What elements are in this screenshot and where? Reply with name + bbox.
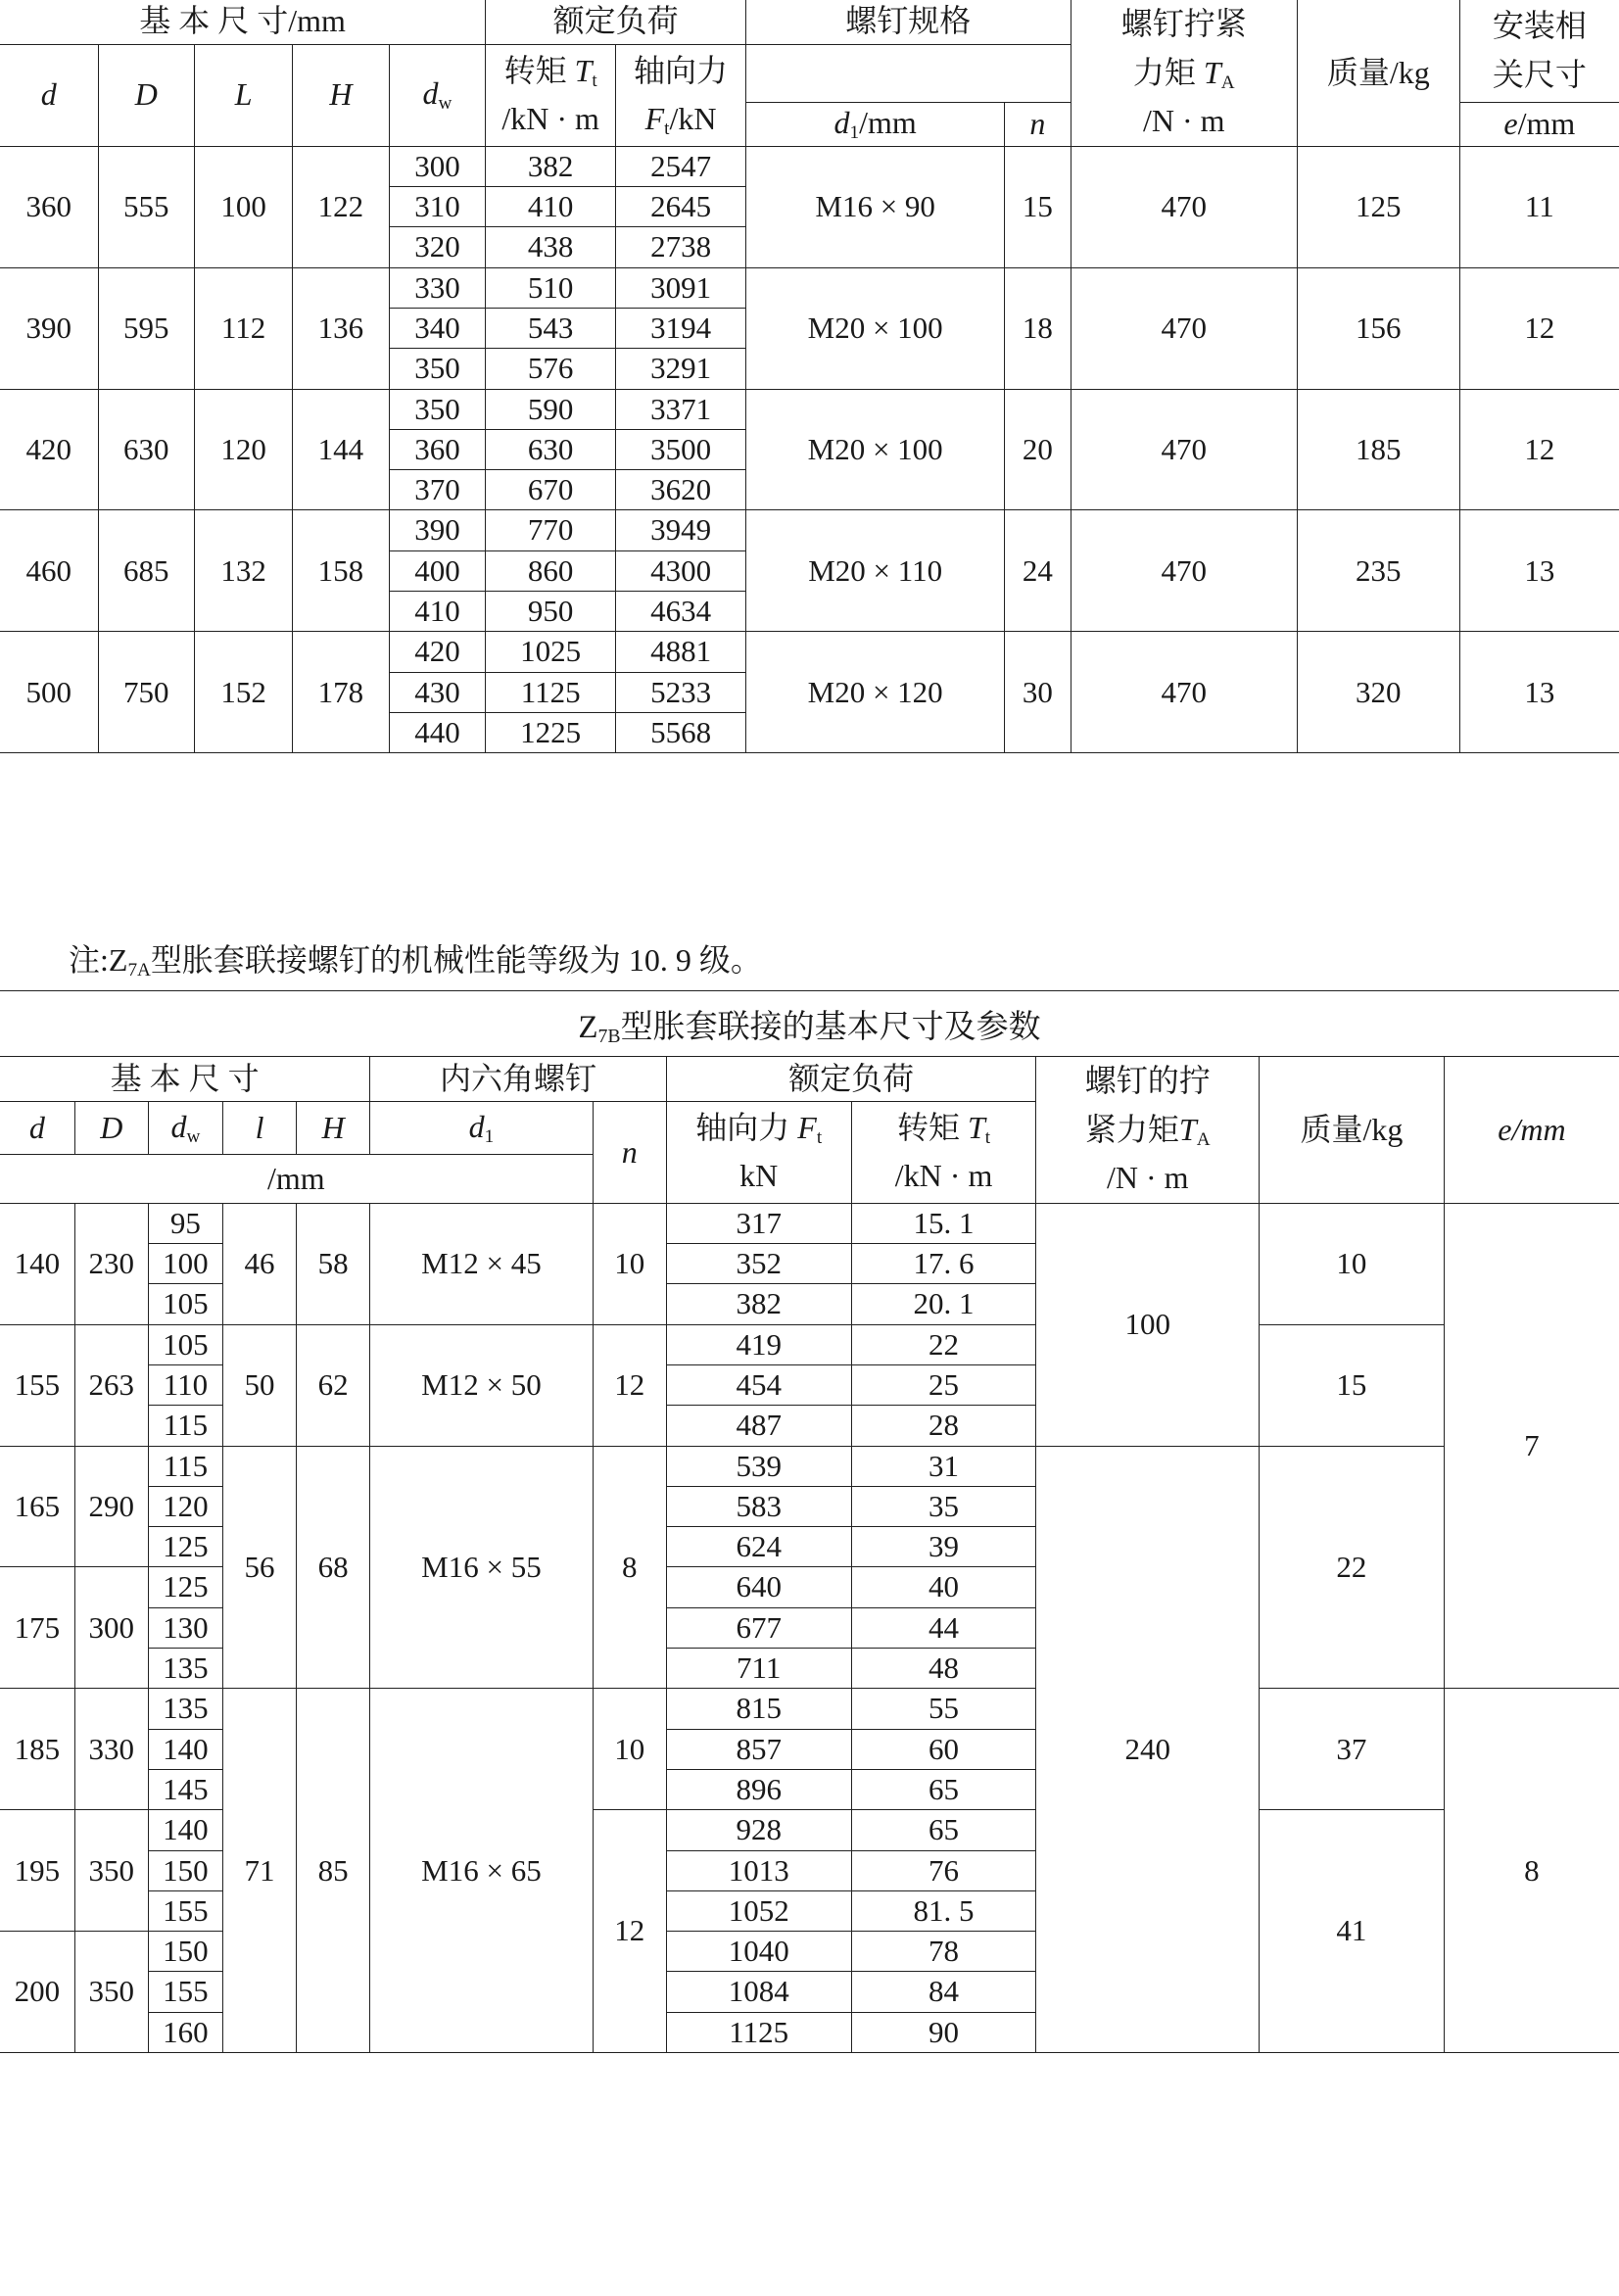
cell-H: 122 bbox=[293, 146, 390, 267]
cell-D: 350 bbox=[74, 1810, 148, 1932]
cell-axial-force: 1125 bbox=[666, 2012, 851, 2052]
cell-torque: 28 bbox=[851, 1406, 1036, 1446]
cell-screw-spec: M20 × 100 bbox=[746, 389, 1005, 510]
cell-dw: 140 bbox=[148, 1729, 222, 1769]
cell-dw: 150 bbox=[148, 1932, 222, 1972]
cell-e: 12 bbox=[1459, 267, 1619, 389]
cell-H: 178 bbox=[293, 632, 390, 753]
cell-d: 200 bbox=[0, 1932, 74, 2053]
cell-torque: 65 bbox=[851, 1810, 1036, 1850]
cell-dw: 145 bbox=[148, 1769, 222, 1809]
header-tighten-torque: 螺钉拧紧 力矩 $T_A$ /N · m bbox=[1071, 0, 1297, 146]
cell-dw: 115 bbox=[148, 1406, 222, 1446]
cell-D: 290 bbox=[74, 1446, 148, 1567]
header-d1: $d_1/mm$ bbox=[746, 102, 1005, 146]
cell-torque: 22 bbox=[851, 1324, 1036, 1364]
cell-torque: 25 bbox=[851, 1364, 1036, 1405]
header-install-e: e/mm bbox=[1459, 102, 1619, 146]
header2-rated-load: 额定负荷 bbox=[666, 1057, 1036, 1102]
cell-d: 155 bbox=[0, 1324, 74, 1446]
cell-axial-force: 3091 bbox=[616, 267, 746, 308]
cell-tighten-torque: 100 bbox=[1036, 1203, 1260, 1446]
cell-torque: 20. 1 bbox=[851, 1284, 1036, 1324]
cell-torque: 860 bbox=[486, 550, 616, 591]
cell-n: 10 bbox=[593, 1203, 666, 1324]
cell-torque: 81. 5 bbox=[851, 1890, 1036, 1931]
header2-l: l bbox=[223, 1102, 297, 1155]
header-L: L bbox=[195, 44, 293, 146]
cell-dw: 110 bbox=[148, 1364, 222, 1405]
cell-screw-spec: M20 × 100 bbox=[746, 267, 1005, 389]
table-row bbox=[0, 267, 1619, 308]
cell-d1: M16 × 65 bbox=[370, 1689, 594, 2053]
cell-tighten-torque: 470 bbox=[1071, 510, 1297, 632]
cell-D: 750 bbox=[98, 632, 195, 753]
cell-axial-force: 3949 bbox=[616, 510, 746, 550]
cell-axial-force: 857 bbox=[666, 1729, 851, 1769]
cell-torque: 17. 6 bbox=[851, 1244, 1036, 1284]
cell-axial-force: 1013 bbox=[666, 1850, 851, 1890]
cell-torque: 60 bbox=[851, 1729, 1036, 1769]
header-axial-force: 轴向力 $F_t/kN$ bbox=[616, 44, 746, 146]
cell-mass: 15 bbox=[1260, 1324, 1445, 1446]
header2-H: H bbox=[297, 1102, 370, 1155]
cell-torque: 576 bbox=[486, 349, 616, 389]
cell-dw: 155 bbox=[148, 1890, 222, 1931]
cell-axial-force: 5233 bbox=[616, 672, 746, 712]
cell-axial-force: 640 bbox=[666, 1567, 851, 1607]
cell-axial-force: 4881 bbox=[616, 632, 746, 672]
cell-L: 100 bbox=[195, 146, 293, 267]
cell-axial-force: 928 bbox=[666, 1810, 851, 1850]
cell-axial-force: 624 bbox=[666, 1527, 851, 1567]
cell-d: 140 bbox=[0, 1203, 74, 1324]
cell-torque: 1025 bbox=[486, 632, 616, 672]
cell-dw: 320 bbox=[389, 227, 486, 267]
table-row bbox=[0, 1689, 1619, 1729]
cell-axial-force: 3291 bbox=[616, 349, 746, 389]
cell-dw: 130 bbox=[148, 1607, 222, 1648]
header2-hex-screw: 内六角螺钉 bbox=[370, 1057, 667, 1102]
header2-D: D bbox=[74, 1102, 148, 1155]
header2-n: n bbox=[593, 1102, 666, 1204]
cell-e: 8 bbox=[1444, 1689, 1619, 2053]
cell-tighten-torque: 470 bbox=[1071, 267, 1297, 389]
cell-torque: 590 bbox=[486, 389, 616, 429]
cell-screw-spec: M20 × 110 bbox=[746, 510, 1005, 632]
cell-mass: 235 bbox=[1297, 510, 1459, 632]
cell-n: 20 bbox=[1005, 389, 1071, 510]
cell-dw: 420 bbox=[389, 632, 486, 672]
header2-tighten-torque: 螺钉的拧 紧力矩$T_A$ /N · m bbox=[1036, 1057, 1260, 1204]
cell-axial-force: 583 bbox=[666, 1486, 851, 1526]
header2-axial-force: 轴向力 $F_t$ kN bbox=[666, 1102, 851, 1204]
cell-dw: 150 bbox=[148, 1850, 222, 1890]
cell-dw: 120 bbox=[148, 1486, 222, 1526]
cell-e: 7 bbox=[1444, 1203, 1619, 1689]
cell-d: 175 bbox=[0, 1567, 74, 1689]
cell-tighten-torque: 470 bbox=[1071, 632, 1297, 753]
cell-mass: 22 bbox=[1260, 1446, 1445, 1689]
cell-torque: 76 bbox=[851, 1850, 1036, 1890]
cell-d: 500 bbox=[0, 632, 98, 753]
header-rated-load: 额定负荷 bbox=[486, 0, 746, 44]
cell-n: 24 bbox=[1005, 510, 1071, 632]
cell-axial-force: 3371 bbox=[616, 389, 746, 429]
cell-axial-force: 4634 bbox=[616, 592, 746, 632]
cell-L: 152 bbox=[195, 632, 293, 753]
cell-axial-force: 815 bbox=[666, 1689, 851, 1729]
header2-torque: 转矩 $T_t$ /kN · m bbox=[851, 1102, 1036, 1204]
table-row bbox=[0, 389, 1619, 429]
cell-D: 555 bbox=[98, 146, 195, 267]
cell-e: 13 bbox=[1459, 510, 1619, 632]
cell-axial-force: 382 bbox=[666, 1284, 851, 1324]
cell-dw: 350 bbox=[389, 389, 486, 429]
cell-torque: 382 bbox=[486, 146, 616, 186]
cell-axial-force: 2645 bbox=[616, 187, 746, 227]
table-z7b bbox=[0, 1056, 1619, 2053]
cell-mass: 10 bbox=[1260, 1203, 1445, 1324]
table-row bbox=[0, 1203, 1619, 1243]
cell-L: 120 bbox=[195, 389, 293, 510]
cell-torque: 31 bbox=[851, 1446, 1036, 1486]
cell-torque: 410 bbox=[486, 187, 616, 227]
cell-axial-force: 1052 bbox=[666, 1890, 851, 1931]
cell-H: 158 bbox=[293, 510, 390, 632]
cell-axial-force: 2738 bbox=[616, 227, 746, 267]
cell-torque: 950 bbox=[486, 592, 616, 632]
cell-mass: 320 bbox=[1297, 632, 1459, 753]
cell-torque: 438 bbox=[486, 227, 616, 267]
cell-torque: 15. 1 bbox=[851, 1203, 1036, 1243]
cell-L: 132 bbox=[195, 510, 293, 632]
cell-l: 50 bbox=[223, 1324, 297, 1446]
cell-D: 350 bbox=[74, 1932, 148, 2053]
cell-axial-force: 3194 bbox=[616, 308, 746, 348]
cell-D: 263 bbox=[74, 1324, 148, 1446]
cell-d: 185 bbox=[0, 1689, 74, 1810]
cell-torque: 1225 bbox=[486, 712, 616, 752]
cell-d: 420 bbox=[0, 389, 98, 510]
cell-mass: 185 bbox=[1297, 389, 1459, 510]
cell-tighten-torque: 470 bbox=[1071, 146, 1297, 267]
header-mass: 质量/kg bbox=[1297, 0, 1459, 146]
cell-H: 144 bbox=[293, 389, 390, 510]
cell-dw: 135 bbox=[148, 1689, 222, 1729]
cell-D: 630 bbox=[98, 389, 195, 510]
table-caption: $Z_{7B}$型胀套联接的基本尺寸及参数 bbox=[578, 1010, 1041, 1047]
cell-dw: 330 bbox=[389, 267, 486, 308]
cell-axial-force: 5568 bbox=[616, 712, 746, 752]
cell-n: 10 bbox=[593, 1689, 666, 1810]
cell-n: 8 bbox=[593, 1446, 666, 1689]
cell-screw-spec: M16 × 90 bbox=[746, 146, 1005, 267]
cell-D: 330 bbox=[74, 1689, 148, 1810]
cell-D: 300 bbox=[74, 1567, 148, 1689]
cell-n: 12 bbox=[593, 1324, 666, 1446]
cell-torque: 670 bbox=[486, 470, 616, 510]
cell-torque: 48 bbox=[851, 1649, 1036, 1689]
cell-torque: 35 bbox=[851, 1486, 1036, 1526]
header-dw: $d_w$ bbox=[389, 44, 486, 146]
header2-d1: $d_1$ bbox=[370, 1102, 594, 1155]
cell-axial-force: 4300 bbox=[616, 550, 746, 591]
cell-torque: 630 bbox=[486, 429, 616, 469]
cell-mass: 156 bbox=[1297, 267, 1459, 389]
cell-dw: 160 bbox=[148, 2012, 222, 2052]
cell-mass: 125 bbox=[1297, 146, 1459, 267]
cell-dw: 115 bbox=[148, 1446, 222, 1486]
cell-H: 85 bbox=[297, 1689, 370, 2053]
cell-tighten-torque: 470 bbox=[1071, 389, 1297, 510]
cell-l: 46 bbox=[223, 1203, 297, 1324]
cell-d: 390 bbox=[0, 267, 98, 389]
header2-dw: $d_w$ bbox=[148, 1102, 222, 1155]
header2-e: e/mm bbox=[1444, 1057, 1619, 1204]
cell-d: 165 bbox=[0, 1446, 74, 1567]
header2-basic-dims: 基 本 尺 寸 bbox=[0, 1057, 370, 1102]
cell-dw: 105 bbox=[148, 1284, 222, 1324]
cell-torque: 84 bbox=[851, 1972, 1036, 2012]
header-n: n bbox=[1005, 102, 1071, 146]
cell-mass: 41 bbox=[1260, 1810, 1445, 2053]
cell-dw: 340 bbox=[389, 308, 486, 348]
table-row bbox=[0, 632, 1619, 672]
cell-H: 68 bbox=[297, 1446, 370, 1689]
cell-dw: 430 bbox=[389, 672, 486, 712]
cell-axial-force: 352 bbox=[666, 1244, 851, 1284]
header-install-dim: 安装相 关尺寸 bbox=[1459, 0, 1619, 102]
header2-d: d bbox=[0, 1102, 74, 1155]
cell-n: 15 bbox=[1005, 146, 1071, 267]
cell-axial-force: 3500 bbox=[616, 429, 746, 469]
cell-d: 360 bbox=[0, 146, 98, 267]
cell-d1: M12 × 50 bbox=[370, 1324, 594, 1446]
header-screw-spec: 螺钉规格 bbox=[746, 0, 1071, 44]
cell-torque: 78 bbox=[851, 1932, 1036, 1972]
header-basic-dims: 基 本 尺 寸/mm bbox=[0, 0, 486, 44]
cell-dw: 350 bbox=[389, 349, 486, 389]
cell-dw: 390 bbox=[389, 510, 486, 550]
cell-dw: 125 bbox=[148, 1567, 222, 1607]
cell-torque: 44 bbox=[851, 1607, 1036, 1648]
cell-D: 230 bbox=[74, 1203, 148, 1324]
cell-axial-force: 1084 bbox=[666, 1972, 851, 2012]
cell-axial-force: 1040 bbox=[666, 1932, 851, 1972]
cell-dw: 105 bbox=[148, 1324, 222, 1364]
header-screw-spec-blank bbox=[746, 44, 1071, 102]
cell-torque: 55 bbox=[851, 1689, 1036, 1729]
cell-dw: 140 bbox=[148, 1810, 222, 1850]
cell-axial-force: 711 bbox=[666, 1649, 851, 1689]
cell-d: 195 bbox=[0, 1810, 74, 1932]
cell-torque: 543 bbox=[486, 308, 616, 348]
cell-D: 595 bbox=[98, 267, 195, 389]
cell-torque: 65 bbox=[851, 1769, 1036, 1809]
cell-dw: 125 bbox=[148, 1527, 222, 1567]
cell-dw: 410 bbox=[389, 592, 486, 632]
cell-axial-force: 487 bbox=[666, 1406, 851, 1446]
cell-d: 460 bbox=[0, 510, 98, 632]
cell-axial-force: 419 bbox=[666, 1324, 851, 1364]
cell-l: 56 bbox=[223, 1446, 297, 1689]
cell-torque: 90 bbox=[851, 2012, 1036, 2052]
cell-axial-force: 2547 bbox=[616, 146, 746, 186]
cell-screw-spec: M20 × 120 bbox=[746, 632, 1005, 753]
header2-mass: 质量/kg bbox=[1260, 1057, 1445, 1204]
header-d: d bbox=[0, 44, 98, 146]
header-D: D bbox=[98, 44, 195, 146]
cell-dw: 310 bbox=[389, 187, 486, 227]
header-H: H bbox=[293, 44, 390, 146]
cell-axial-force: 317 bbox=[666, 1203, 851, 1243]
divider bbox=[0, 990, 1619, 991]
cell-e: 11 bbox=[1459, 146, 1619, 267]
cell-dw: 400 bbox=[389, 550, 486, 591]
header2-unit-mm: /mm bbox=[0, 1155, 593, 1204]
cell-D: 685 bbox=[98, 510, 195, 632]
cell-L: 112 bbox=[195, 267, 293, 389]
cell-e: 13 bbox=[1459, 632, 1619, 753]
cell-torque: 1125 bbox=[486, 672, 616, 712]
cell-l: 71 bbox=[223, 1689, 297, 2053]
cell-n: 12 bbox=[593, 1810, 666, 2053]
cell-dw: 95 bbox=[148, 1203, 222, 1243]
cell-H: 136 bbox=[293, 267, 390, 389]
cell-axial-force: 3620 bbox=[616, 470, 746, 510]
cell-dw: 100 bbox=[148, 1244, 222, 1284]
cell-axial-force: 677 bbox=[666, 1607, 851, 1648]
table-row bbox=[0, 1324, 1619, 1364]
cell-n: 30 bbox=[1005, 632, 1071, 753]
cell-torque: 510 bbox=[486, 267, 616, 308]
cell-axial-force: 454 bbox=[666, 1364, 851, 1405]
cell-mass: 37 bbox=[1260, 1689, 1445, 1810]
cell-d1: M16 × 55 bbox=[370, 1446, 594, 1689]
cell-torque: 39 bbox=[851, 1527, 1036, 1567]
cell-torque: 770 bbox=[486, 510, 616, 550]
cell-tighten-torque: 240 bbox=[1036, 1446, 1260, 2052]
cell-dw: 370 bbox=[389, 470, 486, 510]
cell-dw: 300 bbox=[389, 146, 486, 186]
cell-H: 58 bbox=[297, 1203, 370, 1324]
cell-dw: 135 bbox=[148, 1649, 222, 1689]
cell-d1: M12 × 45 bbox=[370, 1203, 594, 1324]
cell-torque: 40 bbox=[851, 1567, 1036, 1607]
header-torque: 转矩 $T_t$ /kN · m bbox=[486, 44, 616, 146]
table-z7a bbox=[0, 0, 1619, 753]
cell-axial-force: 539 bbox=[666, 1446, 851, 1486]
cell-dw: 360 bbox=[389, 429, 486, 469]
table-row bbox=[0, 510, 1619, 550]
cell-dw: 155 bbox=[148, 1972, 222, 2012]
table-note: 注$:Z_{7A}$型胀套联接螺钉的机械性能等级为 10. 9 级。 bbox=[69, 942, 762, 981]
cell-H: 62 bbox=[297, 1324, 370, 1446]
cell-e: 12 bbox=[1459, 389, 1619, 510]
cell-dw: 440 bbox=[389, 712, 486, 752]
table-row bbox=[0, 146, 1619, 186]
table-row bbox=[0, 1446, 1619, 1486]
cell-axial-force: 896 bbox=[666, 1769, 851, 1809]
cell-n: 18 bbox=[1005, 267, 1071, 389]
